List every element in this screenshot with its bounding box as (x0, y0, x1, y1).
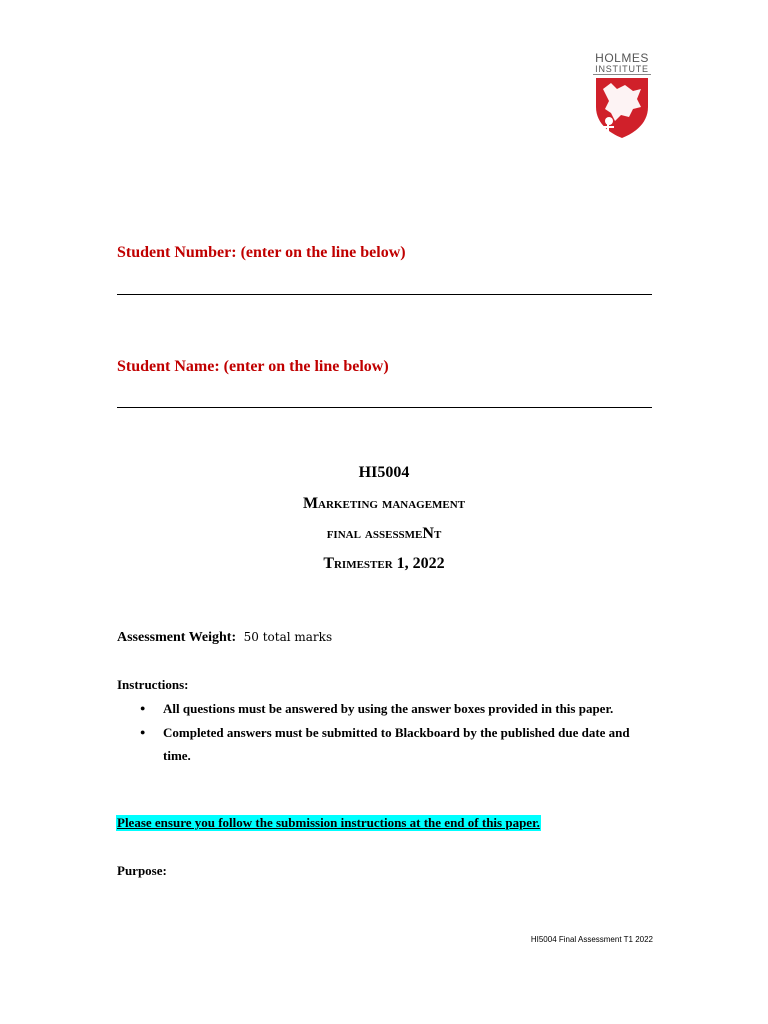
student-name-answer-line[interactable] (117, 407, 652, 408)
instructions-list (140, 697, 660, 768)
assessment-weight-label: Assessment Weight: (117, 630, 237, 645)
list-item (140, 721, 660, 767)
instruction-text: Completed answers must be submitted to Blackboard by the published due date and time. (163, 725, 630, 763)
shield-emblem-icon (595, 77, 649, 139)
list-item (140, 697, 660, 720)
term-label: Trimester 1, 2022 (323, 555, 445, 572)
page-footer: HI5004 Final Assessment T1 2022 (530, 935, 653, 944)
course-title: Marketing management (302, 495, 466, 512)
logo-wordmark-institute: INSTITUTE (593, 65, 651, 75)
assessment-weight (117, 630, 332, 646)
assessment-title: final assessmeNt (326, 525, 442, 542)
bullet-icon: ● (140, 703, 146, 713)
assessment-weight-value: 50 total marks (243, 630, 333, 644)
submission-notice: Please ensure you follow the submission instructions at the end of this paper. (117, 815, 540, 830)
student-name-label: Student Name: (enter on the line below) (117, 358, 389, 375)
purpose-heading: Purpose: (117, 863, 167, 878)
course-code: HI5004 (358, 464, 410, 481)
student-number-answer-line[interactable] (117, 294, 652, 295)
bullet-icon: ● (140, 727, 146, 737)
logo-wordmark-holmes: HOLMES (595, 51, 649, 65)
student-number-label: Student Number: (enter on the line below) (117, 244, 406, 261)
instructions-heading: Instructions: (117, 677, 189, 692)
instruction-text: All questions must be answered by using the answer boxes provided in this paper. (163, 701, 614, 716)
